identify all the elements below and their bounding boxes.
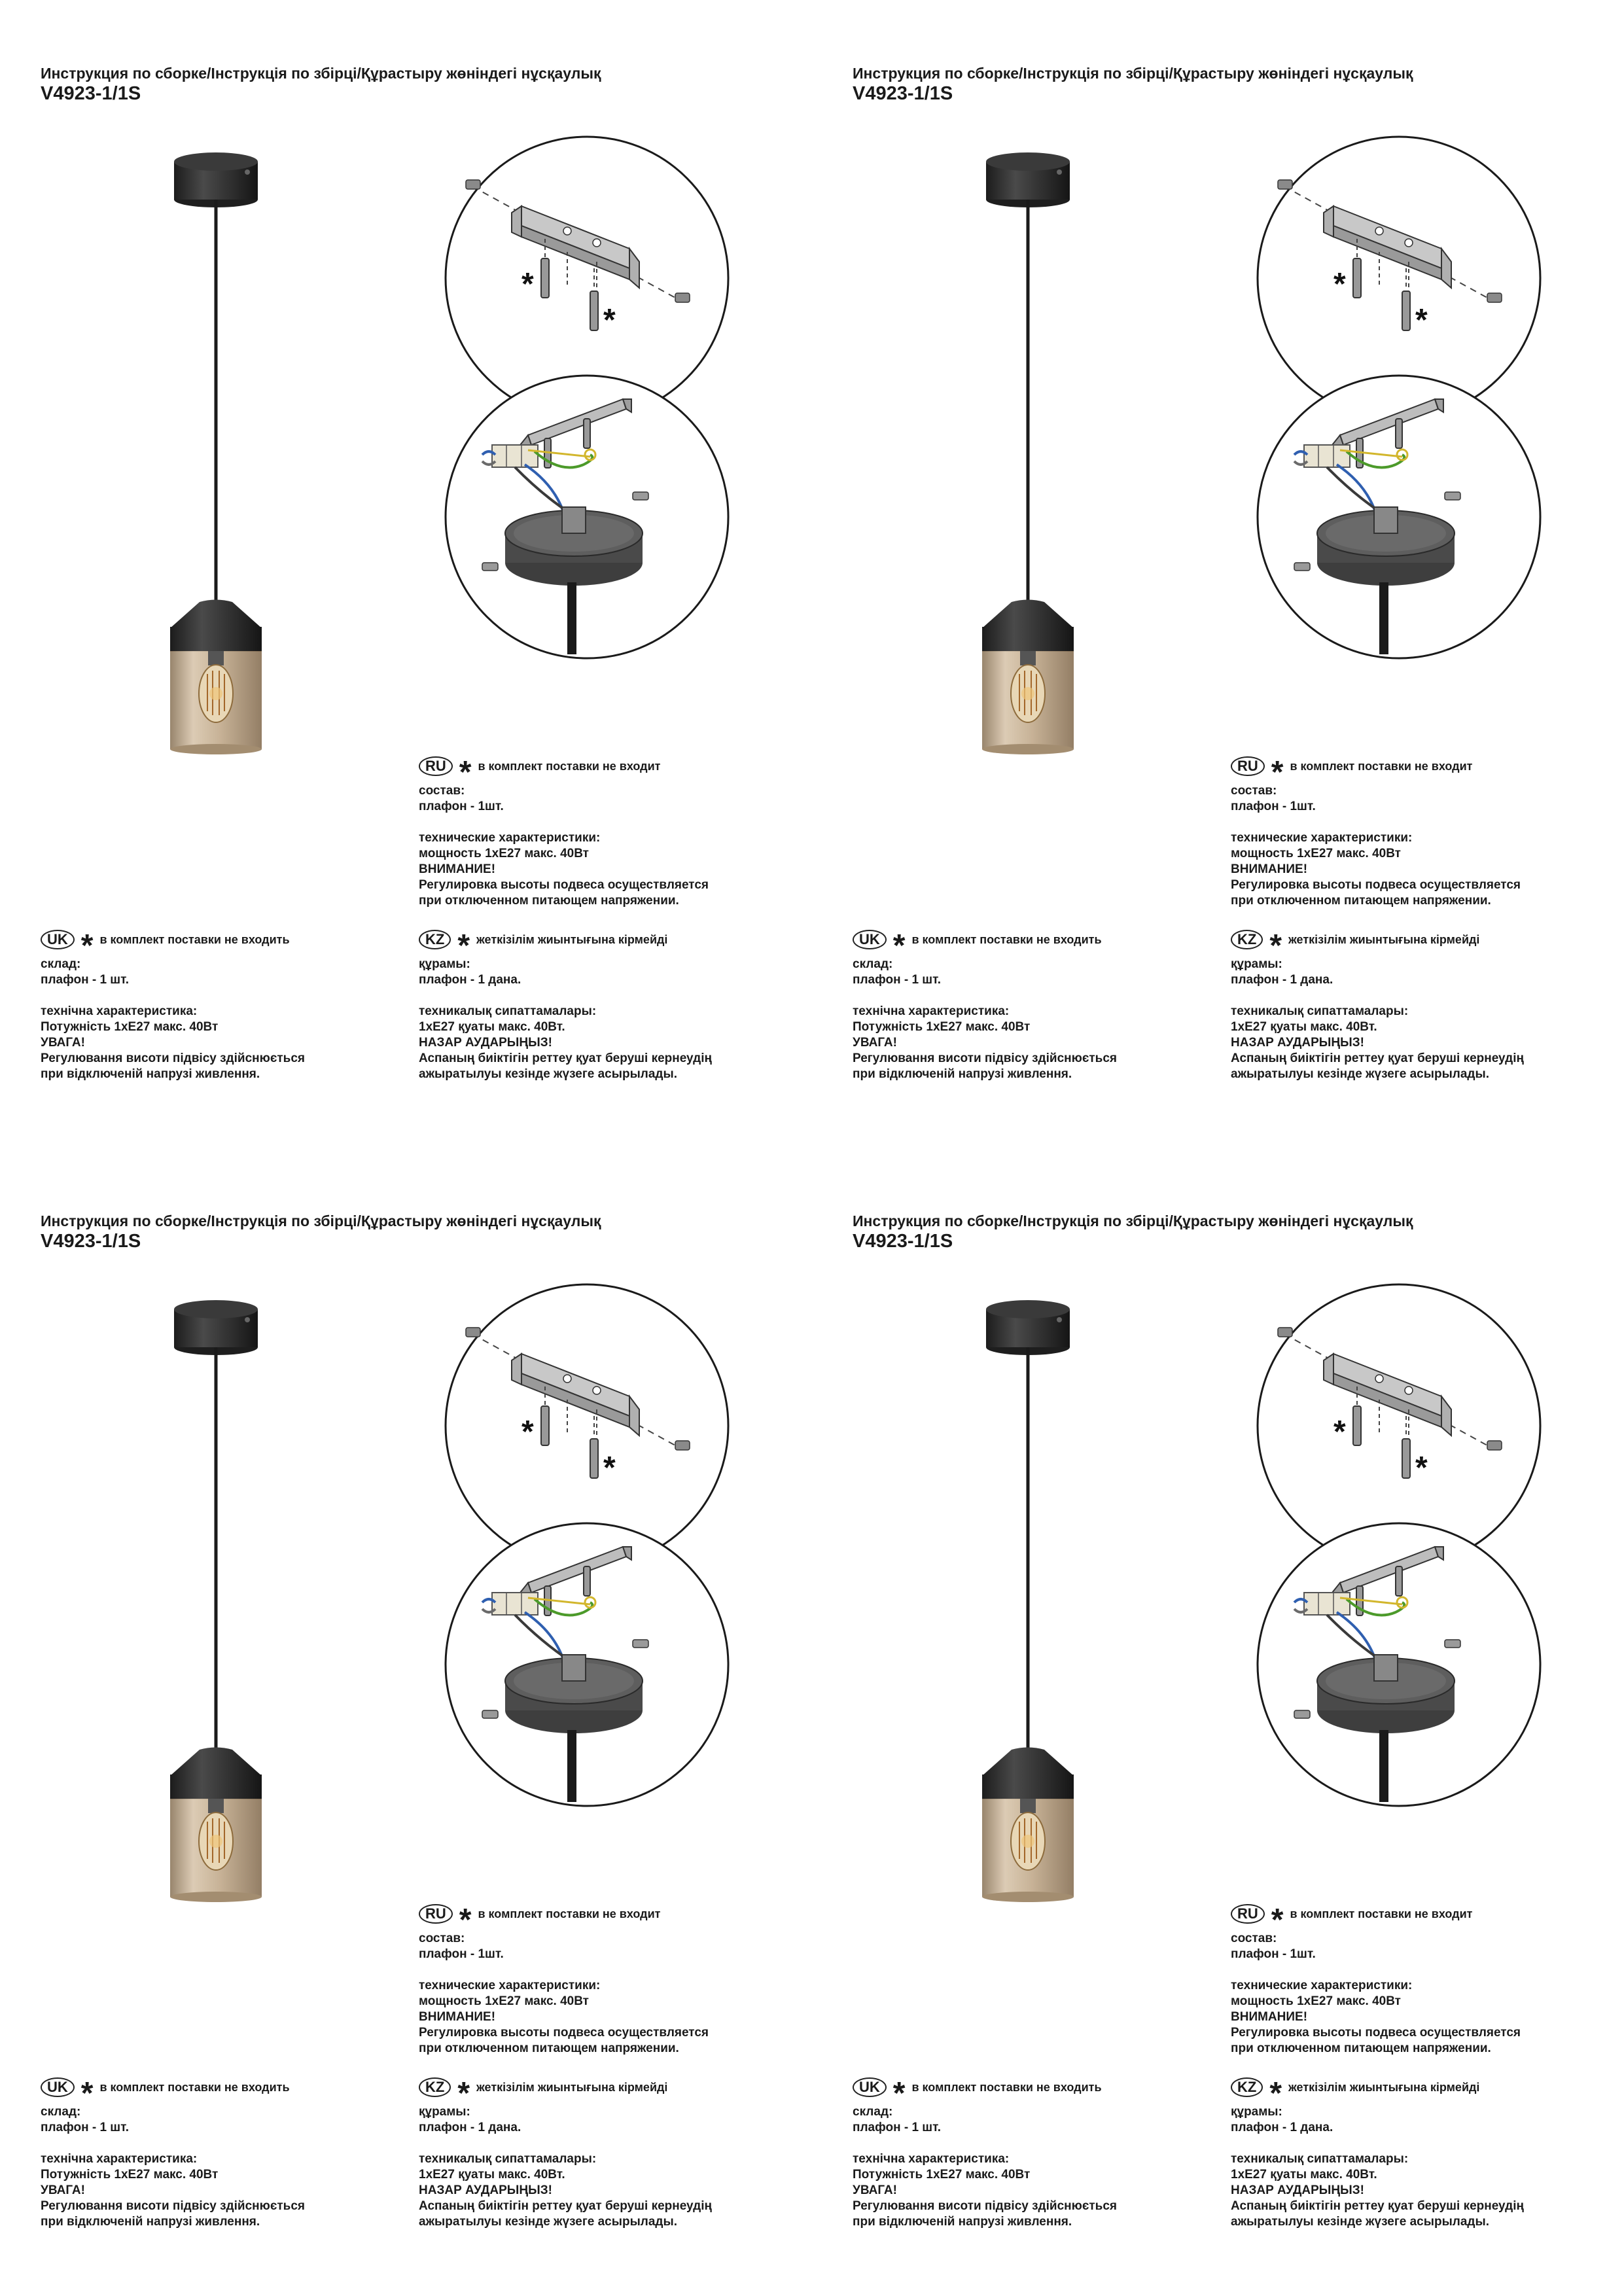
kz-warning-line2: ажыратылуы кезінде жүзеге асырылады.: [419, 2215, 677, 2229]
asterisk-icon: *: [892, 928, 906, 963]
pendant-lamp-illustration: [953, 1295, 1103, 1903]
model-number: V4923-1/1S: [853, 1231, 953, 1252]
kz-composition-label: құрамы:: [1231, 2105, 1282, 2119]
ru-specs-label: технические характеристики:: [1231, 1979, 1413, 1992]
uk-composition-value: плафон - 1 шт.: [41, 973, 130, 987]
kz-specs-label: техникалық сипаттамалары:: [1231, 1004, 1409, 1018]
instruction-panel: [812, 0, 1624, 1148]
kz-not-included-note: жеткізілім жиынтығына кірмейді: [476, 2081, 668, 2094]
kz-composition-label: құрамы:: [419, 2105, 470, 2119]
kz-specs-value: 1хЕ27 қуаты макс. 40Вт.: [1231, 1020, 1377, 1034]
ru-composition-value: плафон - 1шт.: [419, 800, 504, 813]
model-number: V4923-1/1S: [41, 83, 141, 104]
kz-warning-title: НАЗАР АУДАРЫҢЫЗ!: [419, 2183, 552, 2197]
uk-warning-line2: при відключеній напрузі живлення.: [853, 1067, 1072, 1081]
pendant-lamp-illustration: [953, 147, 1103, 756]
ru-section: [1231, 756, 1521, 909]
ru-composition-label: состав:: [419, 784, 465, 798]
kz-specs-value: 1хЕ27 қуаты макс. 40Вт.: [1231, 2168, 1377, 2181]
uk-specs-label: технічна характеристика:: [41, 2152, 198, 2166]
ru-warning-title: ВНИМАНИЕ!: [419, 862, 496, 876]
wiring-canopy-diagram: [1255, 373, 1543, 661]
not-included-star: *: [1415, 1451, 1428, 1485]
uk-warning-line1: Регулювання висоти підвісу здійснюється: [853, 1051, 1117, 1065]
kz-warning-title: НАЗАР АУДАРЫҢЫЗ!: [419, 1036, 552, 1050]
not-included-star: *: [521, 1415, 534, 1449]
kz-warning-title: НАЗАР АУДАРЫҢЫЗ!: [1231, 2183, 1364, 2197]
uk-section: [41, 2077, 305, 2230]
uk-warning-line2: при відключеній напрузі живлення.: [41, 2215, 260, 2229]
instruction-title: Инструкция по сборке/Інструкція по збірці/Құрастыру жөніндегі нұсқаулық: [41, 1212, 601, 1229]
kz-not-included-note: жеткізілім жиынтығына кірмейді: [476, 933, 668, 946]
uk-language-badge: UK: [41, 930, 75, 949]
kz-composition-value: плафон - 1 дана.: [1231, 2121, 1333, 2134]
uk-specs-value: Потужність 1хЕ27 макс. 40Вт: [853, 1020, 1031, 1034]
kz-language-badge: KZ: [1231, 2077, 1263, 2097]
wiring-canopy-diagram: [1255, 1521, 1543, 1809]
kz-warning-line2: ажыратылуы кезінде жүзеге асырылады.: [1231, 1067, 1489, 1081]
kz-not-included-note: жеткізілім жиынтығына кірмейді: [1288, 2081, 1480, 2094]
kz-section: [419, 2077, 712, 2230]
instruction-panel: [0, 0, 812, 1148]
kz-composition-label: құрамы:: [419, 957, 470, 971]
ru-section: [419, 756, 709, 909]
ru-composition-label: состав:: [1231, 1932, 1277, 1945]
ru-warning-line2: при отключенном питающем напряжении.: [419, 894, 679, 908]
ru-language-badge: RU: [1231, 1904, 1265, 1924]
uk-warning-title: УВАГА!: [853, 2183, 897, 2197]
kz-specs-value: 1хЕ27 қуаты макс. 40Вт.: [419, 1020, 565, 1034]
uk-warning-line2: при відключеній напрузі живлення.: [41, 1067, 260, 1081]
uk-not-included-note: в комплект поставки не входить: [99, 933, 290, 946]
asterisk-icon: *: [892, 2076, 906, 2111]
ru-section: [419, 1903, 709, 2057]
panel-header: [41, 64, 601, 105]
uk-specs-value: Потужність 1хЕ27 макс. 40Вт: [853, 2168, 1031, 2181]
instruction-title: Инструкция по сборке/Інструкція по збірці/Құрастыру жөніндегі нұсқаулық: [41, 65, 601, 82]
instruction-title: Инструкция по сборке/Інструкція по збірці/Құрастыру жөніндегі нұсқаулық: [853, 1212, 1413, 1229]
uk-specs-value: Потужність 1хЕ27 макс. 40Вт: [41, 2168, 219, 2181]
asterisk-icon: *: [1269, 2076, 1282, 2111]
asterisk-icon: *: [459, 755, 472, 790]
uk-composition-value: плафон - 1 шт.: [853, 2121, 942, 2134]
asterisk-icon: *: [459, 1903, 472, 1937]
kz-warning-line1: Аспаның биіктігін реттеу қуат беруші кернеудің: [419, 1051, 712, 1065]
ru-specs-label: технические характеристики:: [419, 831, 601, 845]
uk-composition-label: склад:: [853, 2105, 893, 2119]
uk-composition-label: склад:: [41, 957, 81, 971]
ru-warning-title: ВНИМАНИЕ!: [1231, 2010, 1308, 2024]
ru-warning-line1: Регулировка высоты подвеса осуществляется: [419, 2026, 709, 2040]
asterisk-icon: *: [1269, 928, 1282, 963]
uk-warning-title: УВАГА!: [853, 1036, 897, 1050]
not-included-star: *: [603, 303, 616, 338]
ru-specs-value: мощность 1хЕ27 макс. 40Вт: [419, 847, 589, 860]
ru-not-included-note: в комплект поставки не входит: [1290, 1907, 1473, 1920]
not-included-star: *: [1333, 267, 1346, 302]
kz-warning-title: НАЗАР АУДАРЫҢЫЗ!: [1231, 1036, 1364, 1050]
kz-section: [1231, 929, 1524, 1082]
ru-specs-label: технические характеристики:: [1231, 831, 1413, 845]
uk-specs-value: Потужність 1хЕ27 макс. 40Вт: [41, 1020, 219, 1034]
uk-specs-label: технічна характеристика:: [853, 2152, 1010, 2166]
uk-warning-line1: Регулювання висоти підвісу здійснюється: [41, 1051, 305, 1065]
ru-warning-line1: Регулировка высоты подвеса осуществляется: [419, 878, 709, 892]
model-number: V4923-1/1S: [41, 1231, 141, 1252]
ru-composition-value: плафон - 1шт.: [1231, 800, 1316, 813]
ru-specs-value: мощность 1хЕ27 макс. 40Вт: [1231, 847, 1401, 860]
uk-composition-label: склад:: [853, 957, 893, 971]
instruction-title: Инструкция по сборке/Інструкція по збірці/Құрастыру жөніндегі нұсқаулық: [853, 65, 1413, 82]
ru-specs-value: мощность 1хЕ27 макс. 40Вт: [419, 1994, 589, 2008]
uk-composition-value: плафон - 1 шт.: [41, 2121, 130, 2134]
uk-section: [41, 929, 305, 1082]
kz-language-badge: KZ: [419, 2077, 451, 2097]
kz-warning-line1: Аспаның биіктігін реттеу қуат беруші кернеудің: [1231, 2199, 1524, 2213]
ru-language-badge: RU: [419, 1904, 453, 1924]
kz-language-badge: KZ: [419, 930, 451, 949]
ru-composition-value: плафон - 1шт.: [419, 1947, 504, 1961]
ru-warning-title: ВНИМАНИЕ!: [1231, 862, 1308, 876]
kz-composition-value: плафон - 1 дана.: [419, 973, 521, 987]
kz-specs-label: техникалық сипаттамалары:: [1231, 2152, 1409, 2166]
ru-section: [1231, 1903, 1521, 2057]
ru-not-included-note: в комплект поставки не входит: [478, 760, 661, 773]
asterisk-icon: *: [1271, 1903, 1284, 1937]
asterisk-icon: *: [80, 928, 94, 963]
kz-specs-label: техникалық сипаттамалары:: [419, 2152, 597, 2166]
kz-warning-line2: ажыратылуы кезінде жүзеге асырылады.: [419, 1067, 677, 1081]
not-included-star: *: [1415, 303, 1428, 338]
not-included-star: *: [521, 267, 534, 302]
pendant-lamp-illustration: [141, 147, 291, 756]
ru-composition-label: состав:: [1231, 784, 1277, 798]
instruction-panel: [812, 1148, 1624, 2295]
kz-composition-value: плафон - 1 дана.: [1231, 973, 1333, 987]
uk-language-badge: UK: [41, 2077, 75, 2097]
uk-composition-value: плафон - 1 шт.: [853, 973, 942, 987]
panel-header: [41, 1212, 601, 1252]
uk-warning-line1: Регулювання висоти підвісу здійснюється: [853, 2199, 1117, 2213]
instruction-panel: [0, 1148, 812, 2295]
asterisk-icon: *: [1271, 755, 1284, 790]
panel-header: [853, 64, 1413, 105]
wiring-canopy-diagram: [443, 1521, 731, 1809]
kz-warning-line2: ажыратылуы кезінде жүзеге асырылады.: [1231, 2215, 1489, 2229]
uk-language-badge: UK: [853, 930, 887, 949]
ru-warning-line1: Регулировка высоты подвеса осуществляется: [1231, 2026, 1521, 2040]
kz-specs-value: 1хЕ27 қуаты макс. 40Вт.: [419, 2168, 565, 2181]
ru-not-included-note: в комплект поставки не входит: [478, 1907, 661, 1920]
kz-section: [419, 929, 712, 1082]
kz-warning-line1: Аспаның биіктігін реттеу қуат беруші кернеудің: [1231, 1051, 1524, 1065]
panel-header: [853, 1212, 1413, 1252]
ru-composition-value: плафон - 1шт.: [1231, 1947, 1316, 1961]
kz-language-badge: KZ: [1231, 930, 1263, 949]
wiring-canopy-diagram: [443, 373, 731, 661]
ru-warning-line2: при отключенном питающем напряжении.: [1231, 2041, 1491, 2055]
uk-specs-label: технічна характеристика:: [41, 1004, 198, 1018]
kz-warning-line1: Аспаның биіктігін реттеу қуат беруші кернеудің: [419, 2199, 712, 2213]
not-included-star: *: [603, 1451, 616, 1485]
uk-section: [853, 929, 1117, 1082]
ru-specs-value: мощность 1хЕ27 макс. 40Вт: [1231, 1994, 1401, 2008]
ru-specs-label: технические характеристики:: [419, 1979, 601, 1992]
model-number: V4923-1/1S: [853, 83, 953, 104]
asterisk-icon: *: [457, 2076, 470, 2111]
kz-section: [1231, 2077, 1524, 2230]
ru-composition-label: состав:: [419, 1932, 465, 1945]
ru-language-badge: RU: [1231, 756, 1265, 776]
uk-not-included-note: в комплект поставки не входить: [99, 2081, 290, 2094]
not-included-star: *: [1333, 1415, 1346, 1449]
uk-composition-label: склад:: [41, 2105, 81, 2119]
ru-warning-line2: при отключенном питающем напряжении.: [419, 2041, 679, 2055]
ru-warning-title: ВНИМАНИЕ!: [419, 2010, 496, 2024]
kz-specs-label: техникалық сипаттамалары:: [419, 1004, 597, 1018]
ru-warning-line2: при отключенном питающем напряжении.: [1231, 894, 1491, 908]
kz-composition-label: құрамы:: [1231, 957, 1282, 971]
ru-warning-line1: Регулировка высоты подвеса осуществляется: [1231, 878, 1521, 892]
asterisk-icon: *: [80, 2076, 94, 2111]
uk-warning-title: УВАГА!: [41, 2183, 85, 2197]
asterisk-icon: *: [457, 928, 470, 963]
uk-specs-label: технічна характеристика:: [853, 1004, 1010, 1018]
kz-composition-value: плафон - 1 дана.: [419, 2121, 521, 2134]
uk-warning-line2: при відключеній напрузі живлення.: [853, 2215, 1072, 2229]
uk-section: [853, 2077, 1117, 2230]
pendant-lamp-illustration: [141, 1295, 291, 1903]
uk-not-included-note: в комплект поставки не входить: [911, 2081, 1102, 2094]
ru-language-badge: RU: [419, 756, 453, 776]
uk-warning-title: УВАГА!: [41, 1036, 85, 1050]
uk-language-badge: UK: [853, 2077, 887, 2097]
uk-warning-line1: Регулювання висоти підвісу здійснюється: [41, 2199, 305, 2213]
ru-not-included-note: в комплект поставки не входит: [1290, 760, 1473, 773]
uk-not-included-note: в комплект поставки не входить: [911, 933, 1102, 946]
kz-not-included-note: жеткізілім жиынтығына кірмейді: [1288, 933, 1480, 946]
